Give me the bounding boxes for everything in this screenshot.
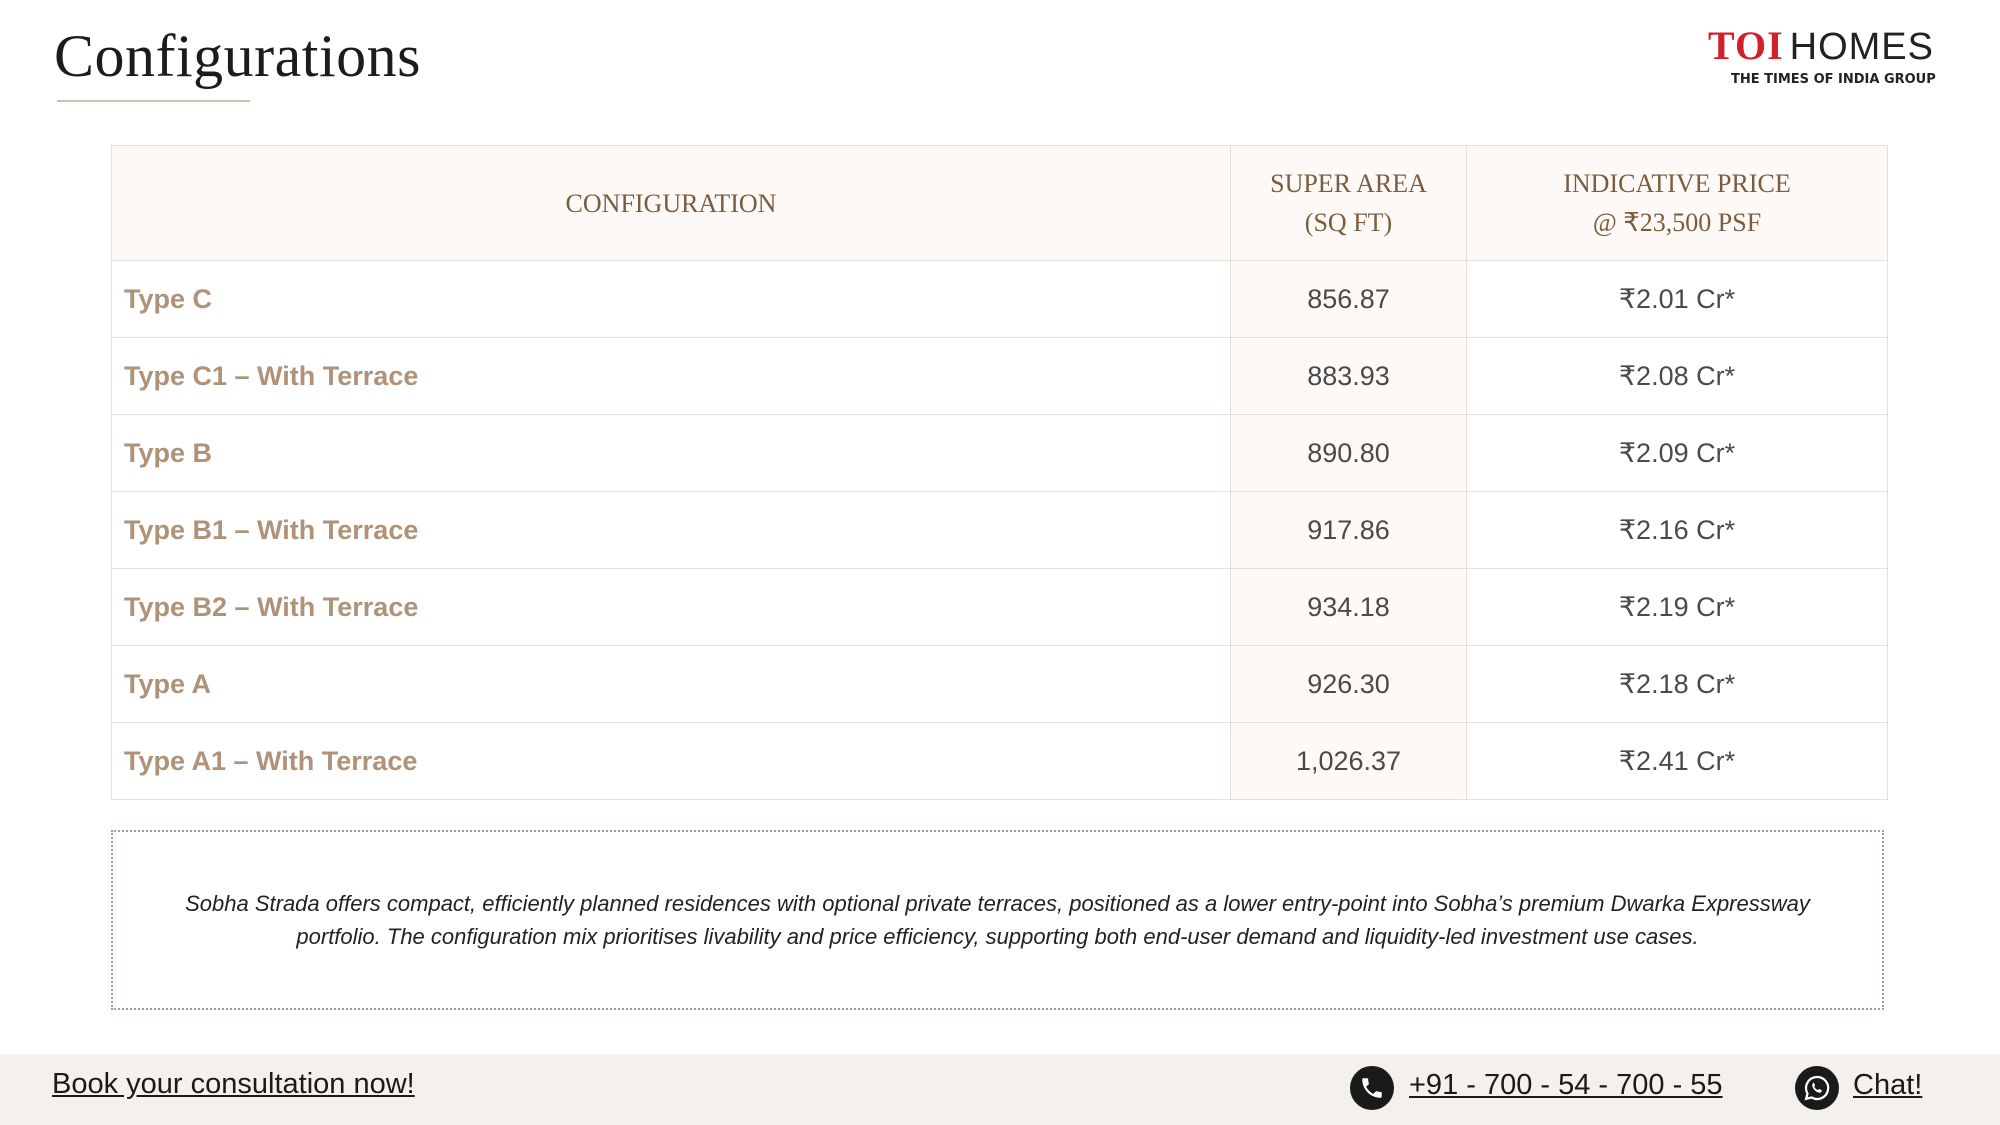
table-row bbox=[112, 646, 1888, 723]
book-consultation-link[interactable]: Book your consultation now! bbox=[52, 1068, 415, 1100]
price-cell: ₹2.08 Cr* bbox=[1467, 338, 1888, 415]
area-cell: 926.30 bbox=[1231, 646, 1467, 723]
phone-icon[interactable] bbox=[1350, 1066, 1394, 1110]
header-super-area bbox=[1231, 146, 1467, 261]
header-price-line1: INDICATIVE PRICE bbox=[1563, 169, 1791, 198]
area-cell: 856.87 bbox=[1231, 261, 1467, 338]
price-cell: ₹2.19 Cr* bbox=[1467, 569, 1888, 646]
area-cell: 890.80 bbox=[1231, 415, 1467, 492]
table-row bbox=[112, 415, 1888, 492]
title-underline bbox=[57, 100, 250, 102]
footer-bar bbox=[0, 1054, 2000, 1125]
area-cell: 883.93 bbox=[1231, 338, 1467, 415]
header-configuration-label: CONFIGURATION bbox=[565, 188, 777, 218]
area-cell: 917.86 bbox=[1231, 492, 1467, 569]
logo-brand: TOI bbox=[1708, 23, 1784, 68]
header-area-line2: (SQ FT) bbox=[1304, 208, 1393, 237]
header-configuration bbox=[112, 146, 1231, 261]
phone-number-link[interactable]: +91 - 700 - 54 - 700 - 55 bbox=[1409, 1069, 1723, 1101]
configuration-cell: Type C bbox=[112, 261, 1231, 338]
table-row bbox=[112, 492, 1888, 569]
logo-product: HOMES bbox=[1789, 26, 1934, 68]
table-row bbox=[112, 723, 1888, 800]
configuration-cell: Type B bbox=[112, 415, 1231, 492]
area-cell: 1,026.37 bbox=[1231, 723, 1467, 800]
table-row bbox=[112, 261, 1888, 338]
logo-tagline: THE TIMES OF INDIA GROUP bbox=[1731, 72, 1936, 87]
whatsapp-icon[interactable] bbox=[1795, 1066, 1839, 1110]
configuration-cell: Type B2 – With Terrace bbox=[112, 569, 1231, 646]
price-cell: ₹2.16 Cr* bbox=[1467, 492, 1888, 569]
configuration-cell: Type A1 – With Terrace bbox=[112, 723, 1231, 800]
configuration-cell: Type A bbox=[112, 646, 1231, 723]
price-cell: ₹2.01 Cr* bbox=[1467, 261, 1888, 338]
summary-note-box bbox=[111, 830, 1884, 1010]
price-cell: ₹2.41 Cr* bbox=[1467, 723, 1888, 800]
table-row bbox=[112, 338, 1888, 415]
summary-note-text: Sobha Strada offers compact, efficiently planned residences with optional private terraces, positioned as a lower entry-point into Sobha’s premium Dwarka Expressway portfolio. The configuration mix prioritises livability and price efficiency, supporting both end-user demand and liquidity-led investment use cases. bbox=[185, 891, 1810, 949]
header-indicative-price bbox=[1467, 146, 1888, 261]
configuration-table bbox=[111, 145, 1888, 800]
toi-homes-logo bbox=[1708, 23, 1963, 87]
area-cell: 934.18 bbox=[1231, 569, 1467, 646]
phone-icon-glyph bbox=[1359, 1075, 1385, 1101]
header-price-line2: @ ₹23,500 PSF bbox=[1592, 208, 1762, 237]
page-title: Configurations bbox=[54, 23, 421, 89]
price-cell: ₹2.09 Cr* bbox=[1467, 415, 1888, 492]
table-row bbox=[112, 569, 1888, 646]
configuration-cell: Type B1 – With Terrace bbox=[112, 492, 1231, 569]
table-header-row bbox=[112, 146, 1888, 261]
header-area-line1: SUPER AREA bbox=[1270, 169, 1427, 198]
chat-link[interactable]: Chat! bbox=[1853, 1069, 1923, 1101]
price-cell: ₹2.18 Cr* bbox=[1467, 646, 1888, 723]
configuration-cell: Type C1 – With Terrace bbox=[112, 338, 1231, 415]
whatsapp-icon-glyph bbox=[1802, 1073, 1832, 1103]
